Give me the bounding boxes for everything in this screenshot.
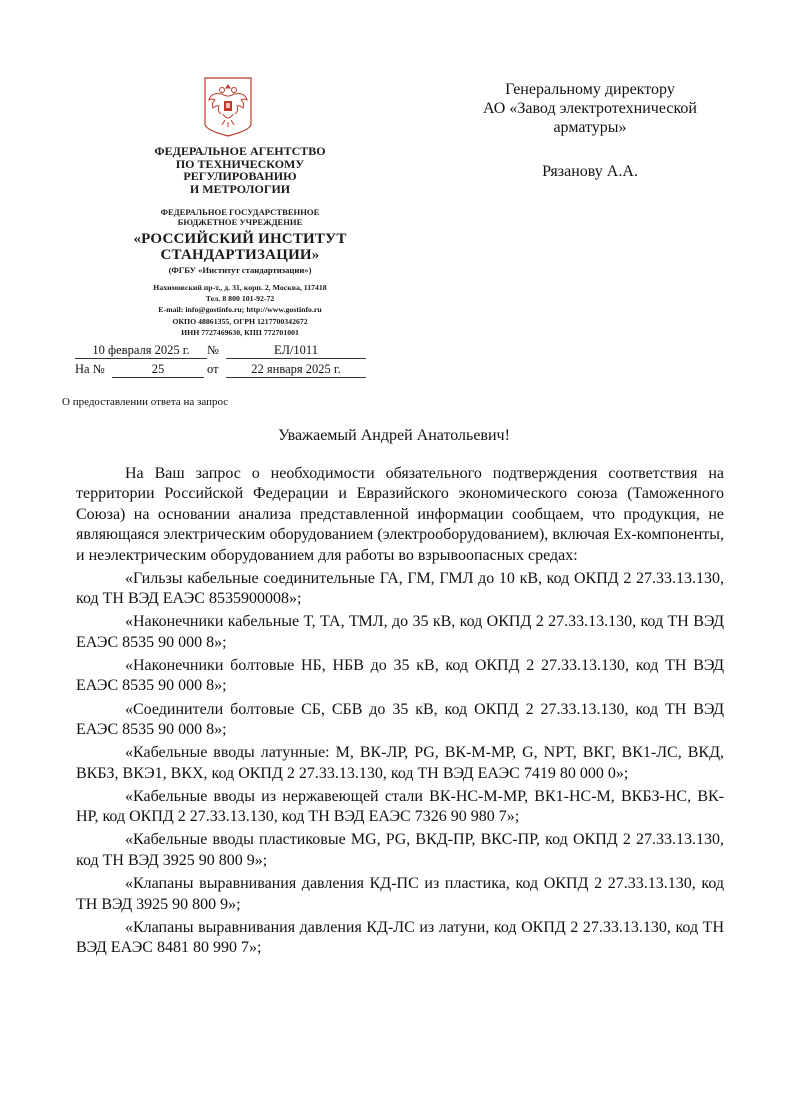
agency-line: ПО ТЕХНИЧЕСКОМУ — [175, 156, 305, 171]
product-item: «Наконечники кабельные Т, ТА, ТМЛ, до 35 кВ, код ОКПД 2 27.33.13.130, код ТН ВЭД ЕАЭС 8535 90 000 8»; — [76, 613, 724, 651]
russian-coat-of-arms-icon — [203, 76, 253, 138]
agency-name — [100, 145, 380, 195]
letter-date: 10 февраля 2025 г. — [75, 343, 207, 359]
recipient-line: АО «Завод электротехнической — [483, 100, 697, 117]
product-item: «Гильзы кабельные соединительные ГА, ГМ, ГМЛ до 10 кВ, код ОКПД 2 27.33.13.130, код ТН ВЭД ЕАЭС 8535900008»; — [76, 569, 724, 608]
institution-type-line: ФЕДЕРАЛЬНОЕ ГОСУДАРСТВЕННОЕ — [160, 207, 320, 217]
recipient-name: Рязанову А.А. — [542, 163, 638, 180]
product-item: «Кабельные вводы латунные: M, ВК-ЛР, PG, ВК-М-МР, G, NPT, ВКГ, ВК1-ЛС, ВКД, ВКБЗ, ВКЭ1, ВКХ, код ОКПД 2 27.33.13.130, код ТН ВЭД ЕАЭС 7419 80 000 0»; — [76, 744, 724, 782]
product-item: «Соединители болтовые СБ, СБВ до 35 кВ, код ОКПД 2 27.33.13.130, код ТН ВЭД ЕАЭС 8535 90 000 8»; — [76, 700, 724, 739]
product-item: «Клапаны выравнивания давления КД-ПС из пластика, код ОКПД 2 27.33.13.130, код ТН ВЭД 3925 90 800 9»; — [76, 875, 724, 913]
intro-paragraph: На Ваш запрос о необходимости обязательного подтверждения соответствия на территории Российской Федерации и Евразийского экономического союза (Таможенного Союза) на основании анализа представленной информации сообщаем, что продукция, не являющаяся электрическим оборудованием (электрооборудованием), включая Ex-компоненты, и неэлектрическим оборудованием для работы во взрывоопасных средах: — [76, 465, 724, 564]
number-label: № — [207, 343, 219, 357]
institution-type-line: БЮДЖЕТНОЕ УЧРЕЖДЕНИЕ — [177, 216, 303, 227]
in-reply-label: На № — [75, 362, 105, 376]
product-item: «Наконечники болтовые НБ, НБВ до 35 кВ, код ОКПД 2 27.33.13.130, код ТН ВЭД ЕАЭС 8535 90 000 8»; — [76, 657, 724, 695]
institution-name — [100, 231, 380, 263]
agency-line: И МЕТРОЛОГИИ — [189, 181, 291, 196]
letter-body — [76, 464, 724, 959]
product-item: «Кабельные вводы пластиковые MG, PG, ВКД-ПР, ВКС-ПР, код ОКПД 2 27.33.13.130, код ТН ВЭД 3925 90 800 9»; — [76, 831, 724, 869]
letter-number: ЕЛ/1011 — [226, 343, 366, 359]
recipient-line: арматуры» — [553, 119, 627, 136]
agency-line: ФЕДЕРАЛЬНОЕ АГЕНТСТВО — [154, 144, 326, 158]
institution-name-line: «РОССИЙСКИЙ ИНСТИТУТ — [133, 231, 347, 247]
in-reply-date: 22 января 2025 г. — [226, 362, 366, 378]
institution-name-line: СТАНДАРТИЗАЦИИ» — [160, 247, 320, 263]
phone: Тел. 8 800 101-92-72 — [205, 294, 275, 304]
in-reply-number: 25 — [112, 362, 204, 378]
product-item: «Кабельные вводы из нержавеющей стали ВК-НС-М-МР, ВК1-НС-М, ВКБЗ-НС, ВК-НР, код ОКПД 2 27.33.13.130, код ТН ВЭД ЕАЭС 7326 90 980 7»; — [76, 787, 724, 826]
contact-details — [100, 282, 380, 338]
product-item: «Клапаны выравнивания давления КД-ЛС из латуни, код ОКПД 2 27.33.13.130, код ТН ВЭД ЕАЭС 8481 80 990 7»; — [76, 918, 724, 957]
agency-line: РЕГУЛИРОВАНИЮ — [183, 169, 297, 184]
letter-subject: О предоставлении ответа на запрос — [62, 396, 229, 408]
institution-type — [100, 208, 380, 227]
recipient-block — [455, 80, 725, 137]
email-web: E-mail: info@gostinfo.ru; http://www.gostinfo.ru — [158, 305, 322, 315]
okpo-ogrn: ОКПО 48861355, ОГРН 1217700342672 — [172, 316, 308, 326]
greeting: Уважаемый Андрей Анатольевич! — [278, 427, 510, 444]
address: Нахимовский пр-т., д. 31, корп. 2, Москва, 117418 — [153, 283, 327, 292]
inn-kpp: ИНН 7727469630, КПП 772701001 — [181, 327, 299, 337]
institution-short-name: (ФГБУ «Институт стандартизации») — [168, 265, 312, 275]
recipient-line: Генеральному директору — [505, 81, 675, 98]
from-label: от — [207, 362, 219, 376]
